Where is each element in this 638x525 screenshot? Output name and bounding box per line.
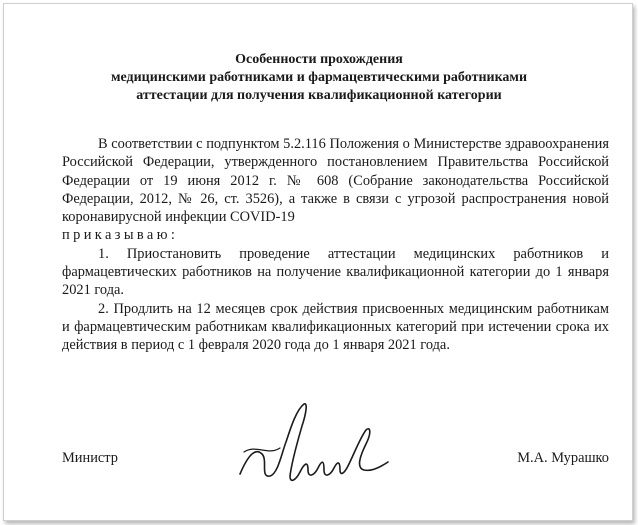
title-line-2: медицинскими работниками и фармацевтическими работниками (110, 70, 528, 85)
order-item-1: 1. Приостановить проведение аттестации медицинских работников и фармацевтических работников на получение квалификационной категории до 1 января 2021 года. (62, 245, 609, 299)
preamble-paragraph: В соответствии с подпунктом 5.2.116 Положения о Министерстве здравоохранения Российской Федерации, утвержденного постановлением Правительства Российской Федерации от 19 июня 2012 г. № 608 (Собрание законодательства Российской Федерации, 2012, № 26, ст. 3526), а также в связи с угрозой распространения новой коронавирусной инфекции COVID-19 (62, 136, 609, 226)
signer-name: М.А. Мурашко (517, 450, 609, 466)
document-body (62, 135, 609, 355)
document-title (0, 51, 638, 105)
handwritten-signature (232, 396, 392, 496)
order-word: приказываю: (62, 227, 179, 244)
title-line-3: аттестации для получения квалификационной категории (136, 88, 502, 103)
order-item-2: 2. Продлить на 12 месяцев срок действия присвоенных медицинским работникам и фармацевтическим работникам квалификационных категорий при истечении срока их действия в период с 1 февраля 2020 года до 1 января 2021 года. (62, 300, 609, 354)
signer-position: Министр (62, 450, 118, 466)
title-line-1: Особенности прохождения (235, 52, 403, 67)
